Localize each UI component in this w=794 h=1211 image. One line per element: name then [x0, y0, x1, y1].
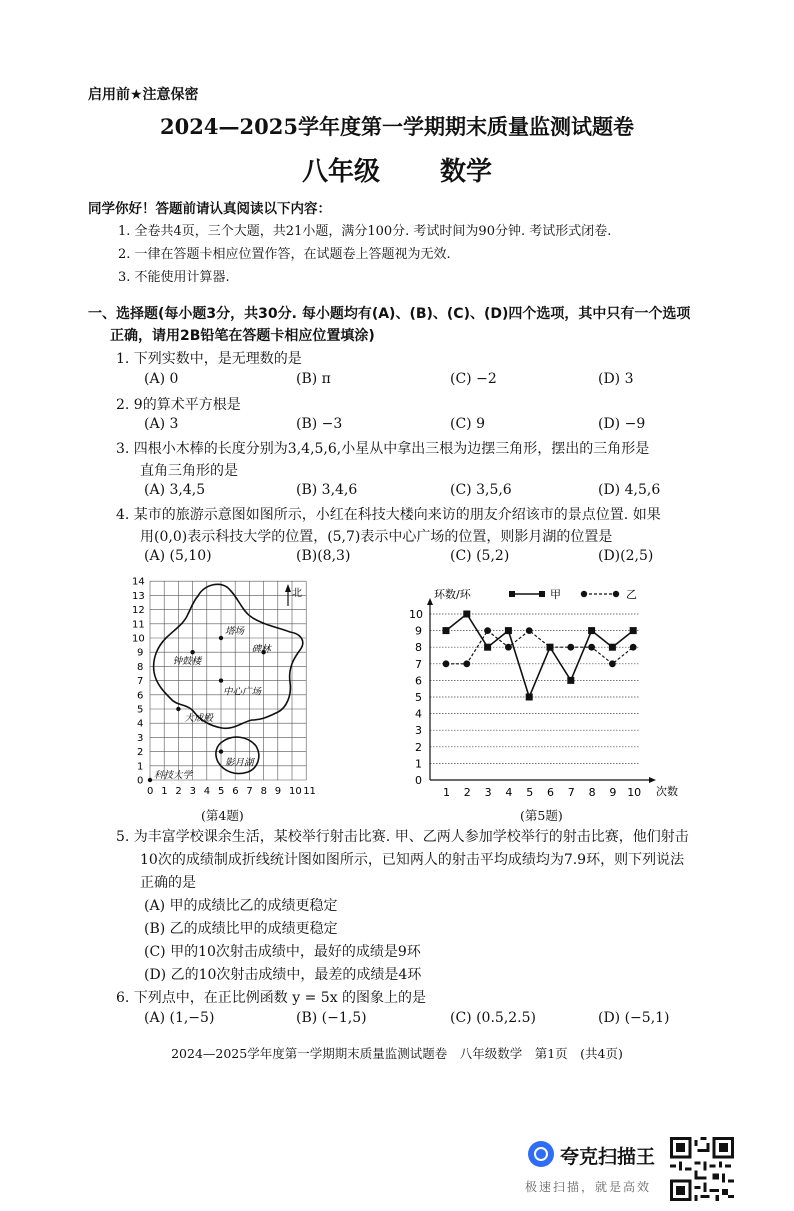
chart-x-tick: 9 [609, 786, 617, 799]
q6-option-d: (D) (−5,1) [598, 1010, 670, 1026]
chart-y-tick: 7 [415, 657, 422, 671]
q6-option-b: (B) (−1,5) [296, 1010, 367, 1026]
map-x-tick: 1 [161, 786, 168, 797]
q1-option-b: (B) π [296, 371, 331, 387]
map-y-tick: 4 [137, 718, 144, 730]
notice-greeting: 同学你好！答题前请认真阅读以下内容： [88, 201, 331, 217]
legend-yi: 乙 [626, 588, 637, 601]
chart-y-tick: 6 [415, 674, 422, 688]
q3-option-a: (A) 3,4,5 [144, 482, 206, 498]
chart-y-tick: 3 [415, 724, 422, 738]
qr-code-icon [670, 1137, 734, 1201]
map-grid [150, 581, 306, 780]
north-label: 北 [292, 588, 302, 599]
confidential-label: 启用前★注意保密 [88, 87, 199, 103]
notice-item: 2. 一律在答题卡相应位置作答，在试题卷上答题视为无效. [118, 247, 451, 262]
map-y-tick: 8 [137, 661, 144, 673]
series-jia-point [526, 694, 533, 701]
exam-title: 2024—2025学年度第一学期期末质量监测试题卷 [160, 114, 634, 139]
series-yi-point [630, 644, 637, 651]
map-y-tick: 3 [137, 732, 144, 744]
q1-option-a: (A) 0 [144, 371, 179, 387]
series-jia-point [463, 611, 470, 618]
map-place-label: 影月湖 [225, 757, 254, 769]
chart-y-tick: 0 [415, 774, 422, 787]
series-yi-point [463, 660, 470, 667]
chart-y-tick: 5 [415, 691, 422, 704]
q5-option-c: (C) 甲的10次射击成绩中，最好的成绩是9环 [144, 944, 421, 960]
chart-y-arrow [427, 598, 433, 605]
chart-y-tick: 9 [415, 624, 422, 638]
chart-grid [430, 614, 640, 763]
map-y-tick: 12 [132, 605, 145, 617]
q3-option-d: (D) 4,5,6 [598, 482, 661, 498]
brand-slogan: 极速扫描，就是高效 [525, 1180, 652, 1194]
notice-item: 1. 全卷共4页，三个大题，共21小题，满分100分. 考试时间为90分钟. 考试形式闭卷. [118, 224, 612, 239]
q2-option-d: (D) −9 [598, 416, 646, 432]
map-x-tick: 5 [218, 786, 225, 797]
map-place-dot [190, 650, 194, 654]
map-y-tick: 10 [132, 633, 145, 645]
brand-name: 夸克扫描王 [560, 1146, 656, 1168]
map-place-label: 塔场 [225, 626, 245, 637]
chart-x-tick: 4 [505, 786, 513, 799]
grade-label: 八年级 [301, 157, 380, 187]
q6-option-c: (C) (0.5,2.5) [450, 1010, 536, 1026]
series-yi-point [609, 660, 616, 667]
page-footer: 2024—2025学年度第一学期期末质量监测试题卷 八年级数学 第1页 (共4页) [171, 1046, 623, 1061]
quark-logo-icon [528, 1141, 554, 1167]
q4-option-b: (B)(8,3) [296, 548, 351, 564]
series-yi-point [526, 627, 533, 634]
map-y-tick: 14 [132, 576, 145, 588]
question-3-stem-cont: 直角三角形的是 [140, 463, 238, 479]
map-y-tick: 7 [137, 676, 144, 688]
map-x-tick: 6 [232, 786, 239, 797]
map-place-dot [148, 778, 152, 782]
map-y-tick: 13 [132, 590, 145, 602]
map-place-label: 科技大学 [154, 770, 193, 781]
series-yi-point [567, 644, 574, 651]
chart-x-tick: 10 [627, 786, 642, 799]
map-x-tick: 11 [303, 786, 316, 797]
series-jia-point [567, 677, 574, 684]
map-x-tick: 7 [246, 786, 253, 797]
chart-series [443, 611, 637, 701]
map-y-tick: 1 [137, 761, 144, 773]
q3-option-b: (B) 3,4,6 [296, 482, 358, 498]
map-y-tick: 0 [137, 775, 144, 787]
series-yi-point [443, 660, 450, 667]
section-heading-cont: 正确，请用2B铅笔在答题卡相应位置填涂) [110, 328, 375, 344]
map-x-tick: 4 [203, 786, 211, 797]
grade-subject [0, 151, 794, 188]
chart-ylabel: 环数/环 [434, 588, 471, 601]
map-place-label: 钟鼓楼 [172, 656, 202, 668]
series-jia-point [484, 644, 491, 651]
chart-y-tick: 10 [409, 608, 423, 621]
chart-y-tick: 2 [415, 740, 422, 754]
series-yi-point [505, 644, 512, 651]
question-5-stem: 5. 为丰富学校课余生活，某校举行射击比赛. 甲、乙两人参加学校举行的射击比赛，他们射击 [116, 829, 689, 845]
chart-xlabel: 次数 [656, 785, 678, 798]
q4-option-a: (A) (5,10) [144, 548, 212, 564]
chart-x-arrow [649, 777, 656, 783]
question-5-stem-cont2: 正确的是 [140, 875, 196, 891]
series-jia-point [443, 627, 450, 634]
chart-x-tick: 5 [526, 786, 534, 799]
map-caption: (第4题) [201, 808, 244, 823]
map-x-tick: 2 [175, 786, 182, 797]
map-place-label: 中心广场 [223, 686, 262, 698]
q1-option-d: (D) 3 [598, 371, 634, 387]
map-place-dot [219, 678, 223, 682]
series-jia-point [505, 627, 512, 634]
q5-option-a: (A) 甲的成绩比乙的成绩更稳定 [144, 898, 338, 914]
question-3-stem: 3. 四根小木棒的长度分别为3,4,5,6,小星从中拿出三根为边摆三角形，摆出的三角形是 [116, 441, 650, 457]
question-4-stem-cont: 用(0,0)表示科技大学的位置，(5,7)表示中心广场的位置，则影月湖的位置是 [140, 529, 613, 545]
chart-x-tick: 1 [443, 786, 450, 799]
q4-option-c: (C) (5,2) [450, 548, 510, 564]
map-x-tick: 10 [289, 786, 302, 797]
map-y-tick: 5 [137, 704, 144, 716]
map-x-tick: 8 [260, 786, 267, 797]
series-jia-point [609, 644, 616, 651]
tourist-map-figure [130, 572, 330, 802]
map-place-label: 大成殿 [184, 713, 213, 724]
map-place-dot [176, 707, 180, 711]
q2-option-b: (B) −3 [296, 416, 343, 432]
north-arrow [285, 584, 302, 606]
question-2-stem: 2. 9的算术平方根是 [116, 397, 241, 413]
chart-y-tick: 4 [415, 707, 422, 721]
q6-option-a: (A) (1,−5) [144, 1010, 215, 1026]
section-heading: 一、选择题(每小题3分，共30分. 每小题均有(A)、(B)、(C)、(D)四个选项，其中只有一个选项 [88, 306, 691, 322]
map-place-dot [219, 636, 223, 640]
chart-x-tick: 2 [463, 786, 471, 799]
map-place-dot [219, 749, 223, 753]
question-4-stem: 4. 某市的旅游示意图如图所示，小红在科技大楼向来访的朋友介绍该市的景点位置. 如果 [116, 507, 661, 523]
legend-jia: 甲 [550, 588, 561, 601]
map-x-tick: 9 [274, 786, 282, 797]
map-place-label: 碑林 [251, 644, 271, 656]
series-jia-point [547, 644, 554, 651]
q2-option-c: (C) 9 [450, 416, 485, 432]
series-jia-line [446, 614, 633, 697]
shooting-line-chart [408, 584, 698, 802]
chart-caption: (第5题) [520, 808, 563, 823]
chart-x-tick: 8 [588, 786, 596, 799]
map-y-tick: 9 [137, 647, 144, 659]
series-yi-point [484, 627, 491, 634]
chart-x-tick: 6 [547, 786, 554, 799]
q4-option-d: (D)(2,5) [598, 548, 654, 564]
q5-option-d: (D) 乙的10次射击成绩中，最差的成绩是4环 [144, 967, 422, 983]
series-jia-point [630, 627, 637, 634]
series-jia-point [588, 627, 595, 634]
q5-option-b: (B) 乙的成绩比甲的成绩更稳定 [144, 921, 338, 937]
chart-x-tick: 3 [484, 786, 492, 799]
legend [509, 588, 637, 601]
question-6-stem: 6. 下列点中，在正比例函数 y = 5x 的图象上的是 [116, 990, 427, 1006]
chart-y-tick: 1 [415, 757, 422, 771]
map-y-tick: 6 [137, 690, 144, 702]
notice-item: 3. 不能使用计算器. [118, 270, 230, 285]
chart-y-tick: 8 [415, 641, 422, 655]
map-y-tick: 11 [132, 619, 145, 631]
map-y-tick: 2 [137, 747, 144, 759]
q2-option-a: (A) 3 [144, 416, 179, 432]
series-yi-point [588, 644, 595, 651]
subject-label: 数学 [440, 157, 493, 187]
map-x-tick: 0 [147, 786, 154, 797]
q1-option-c: (C) −2 [450, 371, 497, 387]
chart-x-tick: 7 [567, 786, 575, 799]
question-5-stem-cont: 10次的成绩制成折线统计图如图所示，已知两人的射击平均成绩均为7.9环，则下列说法 [140, 852, 685, 868]
q3-option-c: (C) 3,5,6 [450, 482, 512, 498]
question-1-stem: 1. 下列实数中，是无理数的是 [116, 351, 302, 367]
map-places [148, 626, 272, 782]
map-x-tick: 3 [189, 786, 196, 797]
